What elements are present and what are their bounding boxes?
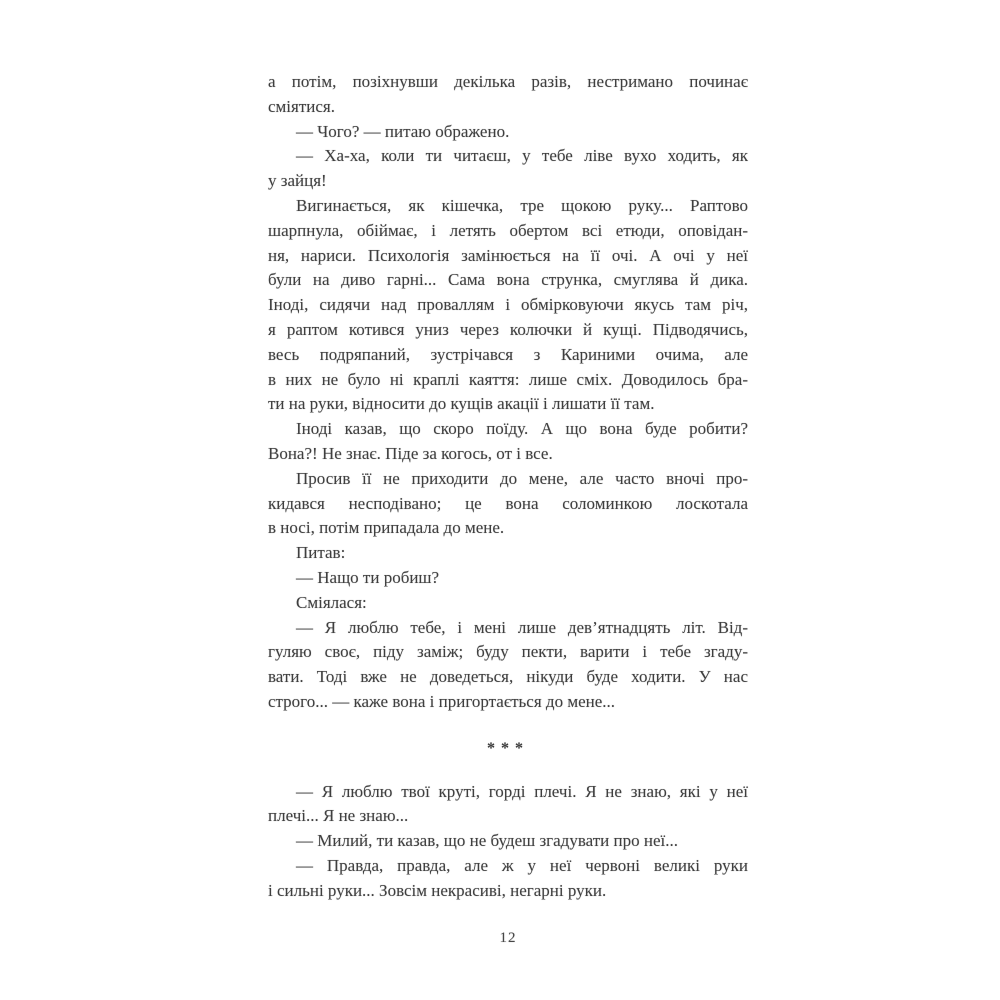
text-line: ня, нариси. Психологія замінюється на її очі. А очі у неї xyxy=(268,245,748,265)
text-line: ти на руки, відносити до кущів акації і лишати її там. xyxy=(268,394,655,414)
text-line: і сильні руки... Зовсім некрасиві, негарні руки. xyxy=(268,880,607,900)
text-line: сміятися. xyxy=(268,96,335,116)
text-line: — Я люблю твої круті, горді плечі. Я не знаю, які у неї xyxy=(296,781,748,801)
text-line: Іноді казав, що скоро поїду. А що вона буде робити? xyxy=(296,419,748,439)
text-line: гуляю своє, піду заміж; буду пекти, варити і тебе згаду- xyxy=(268,642,748,662)
text-line: Просив її не приходити до мене, але часто вночі про- xyxy=(296,468,748,488)
text-line: — Я люблю тебе, і мені лише дев’ятнадцять літ. Від- xyxy=(296,617,748,637)
text-line: — Милий, ти казав, що не будеш згадувати про неї... xyxy=(296,831,678,851)
text-line: Питав: xyxy=(296,543,346,563)
text-line: — Чого? — питаю ображено. xyxy=(296,121,510,141)
text-line: Іноді, сидячи над проваллям і обмірковуючи якусь там річ, xyxy=(268,295,748,315)
paragraph xyxy=(268,144,748,194)
paragraph xyxy=(268,854,748,904)
text-line: шарпнула, обіймає, і летять обертом всі етюди, оповідан- xyxy=(268,220,748,240)
text-line: я раптом котився униз через колючки й кущі. Підводячись, xyxy=(268,319,748,339)
paragraph xyxy=(268,417,748,467)
section-separator: *** xyxy=(487,739,529,757)
text-line: — Ха-ха, коли ти читаєш, у тебе ліве вухо ходить, як xyxy=(296,146,748,166)
text-line: Вона?! Не знає. Піде за когось, от і все. xyxy=(268,443,553,463)
paragraph xyxy=(268,616,748,715)
paragraph xyxy=(268,780,748,830)
paragraph xyxy=(268,541,748,566)
text-line: були на диво гарні... Сама вона струнка, смуглява й дика. xyxy=(268,270,748,290)
text-line: весь подряпаний, зустрічався з Кариними очима, але xyxy=(268,344,748,364)
text-block xyxy=(268,70,748,904)
paragraph xyxy=(268,70,748,120)
text-line: а потім, позіхнувши декілька разів, нестримано починає xyxy=(268,72,748,91)
paragraph xyxy=(268,566,748,591)
paragraph xyxy=(268,591,748,616)
text-line: у зайця! xyxy=(268,171,327,191)
text-line: в носі, потім припадала до мене. xyxy=(268,518,505,538)
text-line: Вигинається, як кішечка, тре щокою руку... Раптово xyxy=(296,195,748,215)
paragraph xyxy=(268,194,748,417)
text-line: Сміялася: xyxy=(296,592,367,612)
paragraph xyxy=(268,829,748,854)
text-line: вати. Тоді вже не доведеться, нікуди буде ходити. У нас xyxy=(268,667,748,687)
text-line: в них не було ні краплі каяття: лише сміх. Доводилось бра- xyxy=(268,369,748,389)
text-line: плечі... Я не знаю... xyxy=(268,806,409,826)
text-line: строго... — каже вона і пригортається до мене... xyxy=(268,691,616,711)
paragraph xyxy=(268,120,748,145)
text-line: — Правда, правда, але ж у неї червоні великі руки xyxy=(296,855,748,875)
text-line: кидався несподівано; це вона соломинкою лоскотала xyxy=(268,493,748,513)
page-number: 12 xyxy=(499,930,517,946)
text-line: — Нащо ти робиш? xyxy=(296,567,440,587)
paragraph xyxy=(268,467,748,541)
